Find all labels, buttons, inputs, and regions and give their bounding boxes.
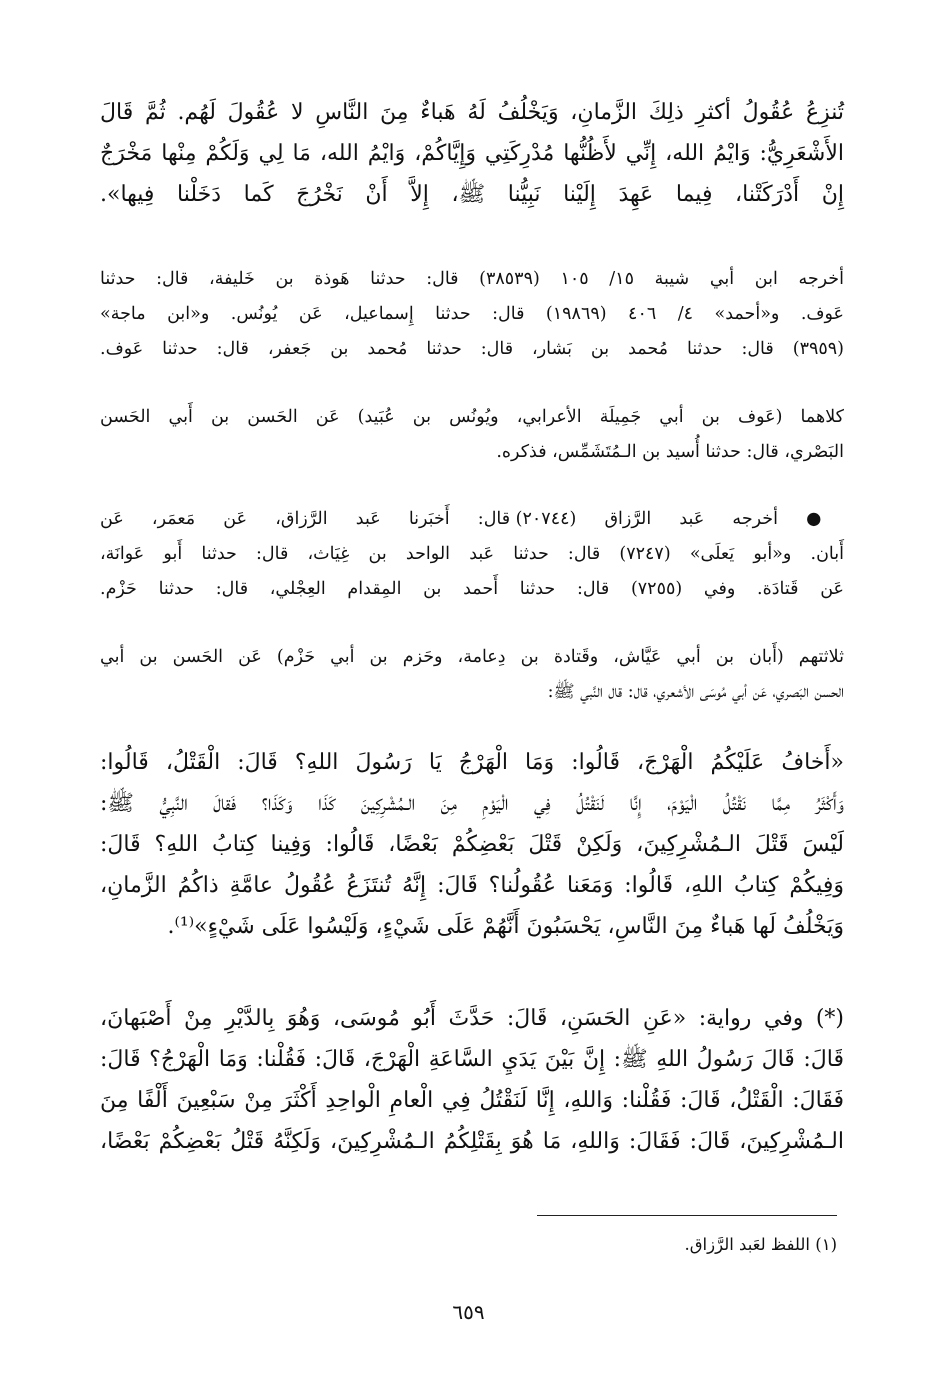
text-line: الـمُشْرِكِينَ، قَالَ: فَقَالَ: وَاللهِ، مَا هُوَ بِقَتْلِكُمُ الـمُشْرِكِينَ، وَلَكِنَّهُ قَتْلُ بَعْضِكُمْ بَعْضًا، [100,1129,844,1154]
text-line: ثلاثتهم (أَبان بن أبي عَيَّاش، وقَتادة بن دِعامة، وحَزم بن أبي حَزْم) عَن الحَسن بن أبي [100,647,844,667]
text-line: ● أخرجه عَبد الرَّزاق (٢٠٧٤٤) قال: أَخبَرنا عَبد الرَّزاق، عَن مَعمَر، عَن [100,509,844,529]
text-line: كلاهما (عَوف بن أبي جَمِيلَة الأعرابي، ويُونُس بن عُبَيد) عَن الحَسن بن أَبي الحَسن [100,407,844,427]
text-line: عَن قَتادَة. وفي (٧٢٥٥) قال: حدثنا أَحمد بن المِقدام العِجْلي، قال: حدثنا حَزْم. [100,579,844,599]
text-line: الحسن البَصري، عَن أبي مُوسَى الأشعري، قال: قال النَّبي ﷺ: [547,682,844,702]
text-line: فَقَالَ: الْقَتْلُ، قَالَ: فَقُلْنا: وَاللهِ، إِنَّا لَنَقْتُلُ فِي الْعامِ الْواحِدِ أَكْثَرَ مِنْ سَبْعِينَ أَلْفًا مِنَ [100,1088,844,1113]
text-line: (٣٩٥٩) قال: حدثنا مُحمد بن بَشار، قال: حدثنا مُحمد بن جَعفر، قال: حدثنا عَوف. [100,339,844,359]
hadith-text-continuation [100,92,844,215]
text-line: أخرجه ابن أبي شيبة ١٥/ ١٠٥ (٣٨٥٣٩) قال: حدثنا هَوذة بن خَليفة، قال: حدثنا [100,269,844,289]
text-line: (*) وفي رواية: «عَنِ الحَسَنِ، قَالَ: حَدَّثَ أَبُو مُوسَى، وَهُوَ بِالدَّيْرِ مِنْ أَصْبَهانَ، [100,1006,844,1031]
text-line: «أَخافُ عَلَيْكُمُ الْهَرْجَ، قَالُوا: وَمَا الْهَرْجُ يَا رَسُولَ اللهِ؟ قَالَ: الْقَتْلُ، قَالُوا: [100,750,844,775]
text-line: إِنْ أَدْرَكَتْنا، فِيما عَهِدَ إِلَيْنا نَبِيُّنا ﷺ، إِلاَّ أَنْ نَخْرُجَ كَما دَخَلْنا فِيها». [100,182,844,207]
text-line: الأَشْعَرِيُّ: وَايْمُ الله، إِنِّي لأَظُنُّها مُدْرِكَتِي وَإِيَّاكُمْ، وَايْمُ الله، مَا لِي وَلَكُمْ مِنْها مَخْرَجٌ [100,141,844,166]
page-number: ٦٥٩ [452,1300,485,1324]
takhrij-paragraph [100,502,844,607]
text-line: وَأَكْثَرُ مِمَّا نَقْتُلُ الْيَوْمَ، إِنَّا لَنَقْتُلُ فِي الْيَوْمِ مِنَ الـمُشْرِكِينَ كَذَا وَكَذَا؟ فَقالَ النَّبِيُّ ﷺ: [100,791,844,816]
riwaya-text [100,998,844,1162]
text-line: عَوف. و«أحمد» ٤/ ٤٠٦ (١٩٨٦٩) قال: حدثنا إِسماعيل، عَن يُونُس. و«ابن ماجة» [100,304,844,324]
text-line: لَيْسَ قَتْلَ الـمُشْرِكِينَ، وَلَكِنْ قَتْلَ بَعْضِكُمْ بَعْضًا، قَالُوا: وَفِينا كِتابُ اللهِ؟ قَالَ: [100,832,844,857]
text-line: تُنزِعُ عُقُولُ أكثرِ ذلِكَ الزَّمانِ، وَيَخْلُفُ لَهُ هَباءٌ مِنَ النَّاسِ لا عُقُولَ لَهُم. ثُمَّ قَالَ [100,100,844,125]
footnote-divider [537,1215,837,1216]
text-line: أَبان. و«أبو يَعلَى» (٧٢٤٧) قال: حدثنا عَبد الواحد بن غِيَاث، قال: حدثنا أَبو عَوانَة، [100,544,844,564]
text-line: وَفِيكُمْ كِتابُ اللهِ، قَالُوا: وَمَعَنا عُقُولُنا؟ قَالَ: إِنَّهُ تُنتَزَعُ عُقُولُ عامَّةِ ذاكُمُ الزَّمانِ، [100,873,844,898]
takhrij-paragraph [100,262,844,367]
text-line: البَصْري، قال: حدثنا أُسيد بن الـمُتَشَمِّس، فذكره. [496,442,844,462]
text-line: قَالَ: قَالَ رَسُولُ اللهِ ﷺ: إِنَّ بَيْنَ يَدَيِ السَّاعَةِ الْهَرْجَ، قَالَ: فَقُلْنا: وَمَا الْهَرْجُ؟ قَالَ: [100,1047,844,1072]
isnad-paragraph [100,640,844,710]
footnote: (١) اللفظ لعَبد الرَّزاق. [684,1235,837,1254]
text-line: وَيَخْلُفُ لَها هَباءٌ مِنَ النَّاسِ، يَحْسَبُونَ أَنَّهُمْ عَلَى شَيْءٍ، وَلَيْسُوا عَلَى شَيْءٍ»⁽¹⁾. [167,914,844,939]
hadith-text [100,742,844,947]
isnad-paragraph [100,400,844,470]
